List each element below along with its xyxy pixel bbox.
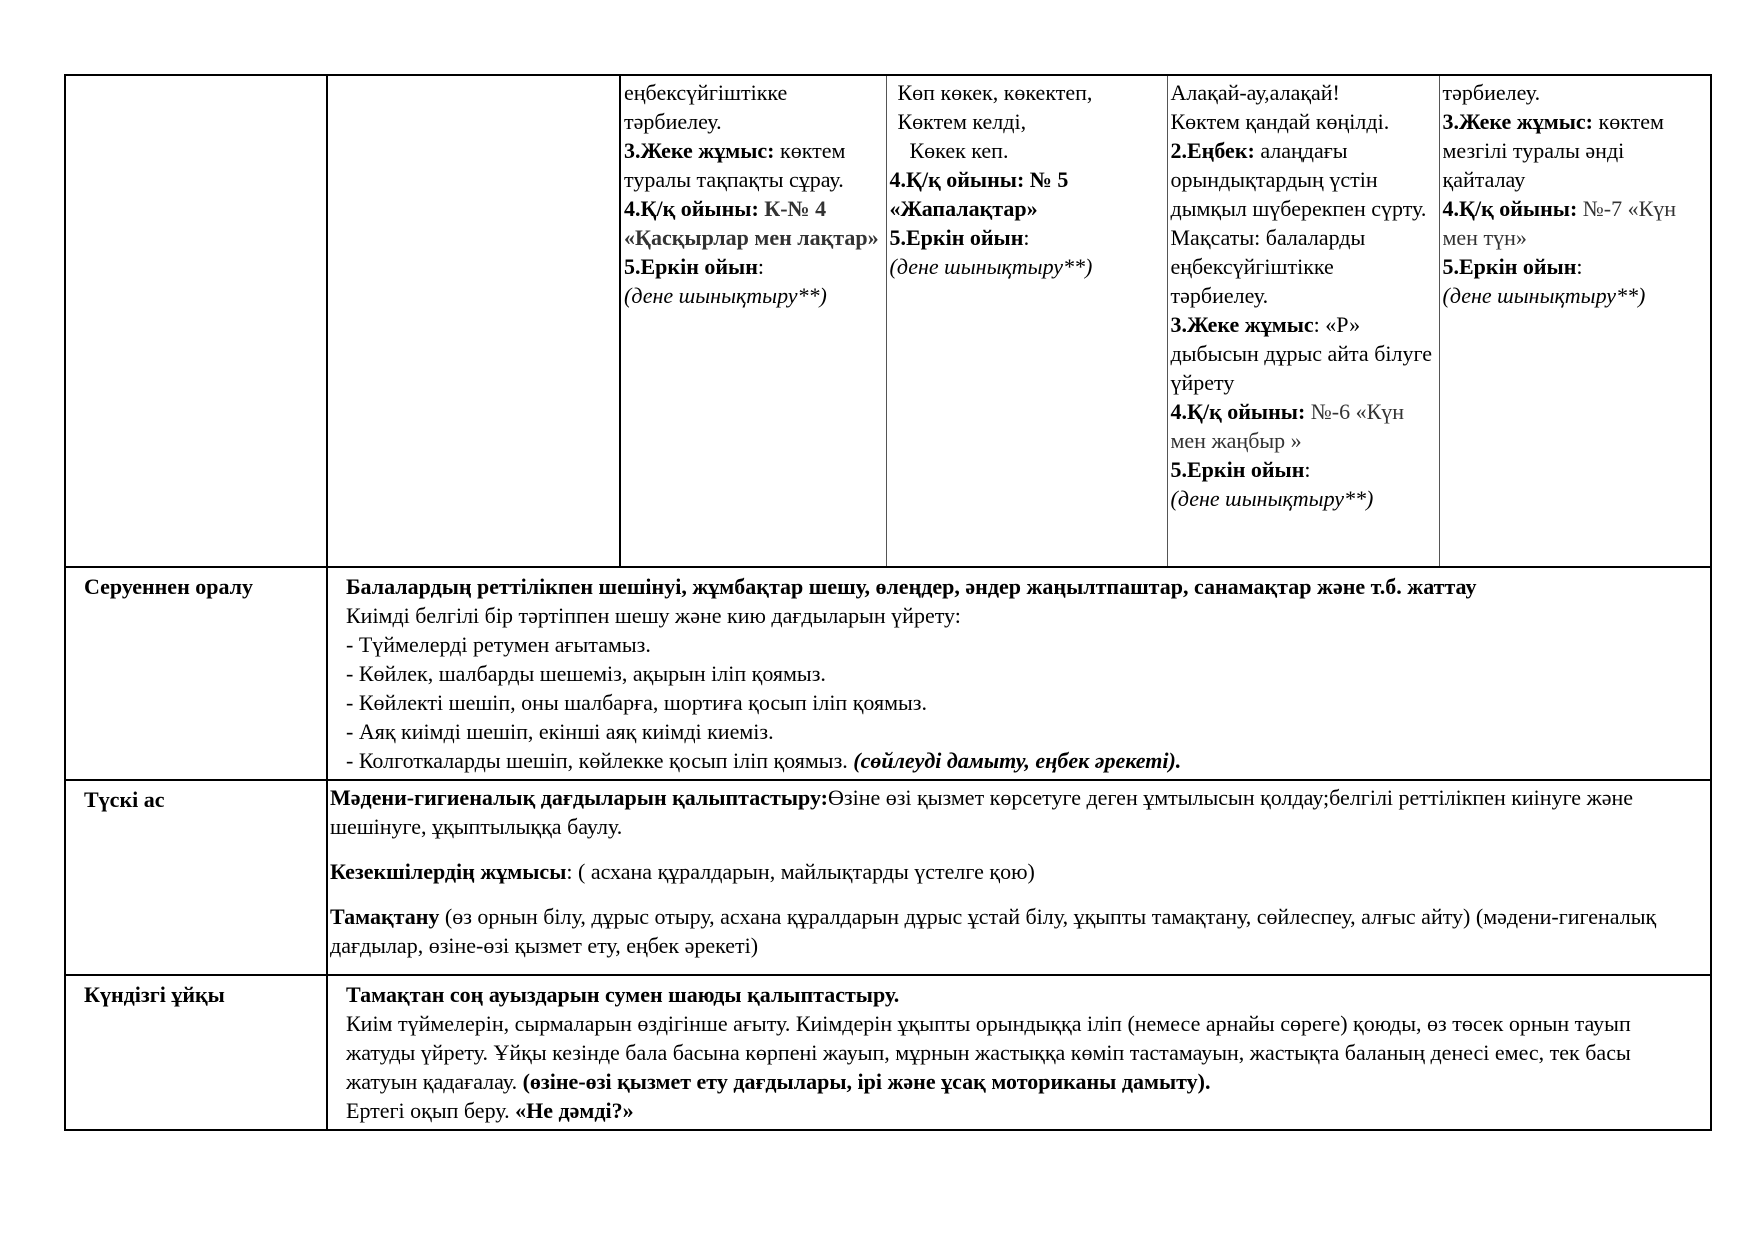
col3-item-4: [624, 194, 883, 252]
col5-goal: Мақсаты: балаларды еңбексүйгіштікке тәрбиелеу.: [1170, 225, 1366, 308]
col3-line-1: еңбексүйгіштікке: [624, 80, 788, 105]
col5-item-5: [1171, 455, 1436, 484]
col4-poem-2: Көктем келді,: [897, 109, 1027, 134]
daily-plan-table: [64, 74, 1712, 1131]
col4-item-5: [890, 223, 1164, 252]
lunch-p3-bold: Тамақтану: [330, 904, 440, 929]
col5-line-1: Алақай-ау,алақай!: [1170, 80, 1340, 105]
col3-item5-label: 5.Еркін ойын: [624, 254, 758, 279]
col5-item4-text: №-6 «Күн мен жаңбыр »: [1170, 399, 1405, 453]
lunch-p1-text: Өзіне өзі қызмет көрсетуге деген ұмтылысын қолдау;белгілі реттілікпен киінуге және шешінуге, ұқыптылыққа баулу.: [330, 785, 1634, 839]
sleep-label: Күндізгі ұйқы: [65, 975, 327, 1130]
sleep-note: (өзіне-өзі қызмет ету дағдылары, ірі және ұсақ моториканы дамыту).: [522, 1069, 1211, 1094]
col3-item3-label: 3.Жеке жұмыс:: [624, 138, 775, 163]
return-item-5: [346, 746, 1692, 775]
col4-item5-colon: :: [1023, 225, 1030, 250]
lunch-label: Түскі ас: [65, 780, 327, 975]
return-intro: Киімді белгілі бір тәртіппен шешу және кию дағдыларын үйрету:: [346, 603, 961, 628]
col3-item3-text: көктем туралы тақпақты сұрау.: [624, 138, 846, 192]
col5-item3-text: : «Р» дыбысын дұрыс айта білуге үйрету: [1170, 312, 1432, 395]
col4-poem-1: Көп көкек, көкектеп,: [897, 80, 1093, 105]
col3-item-3: [624, 136, 883, 194]
lunch-gap-1: [330, 841, 1692, 857]
walk-col5-cell: [1167, 75, 1439, 567]
lunch-p2-bold: Кезекшілердің жұмысы: [330, 859, 567, 884]
col6-item5-colon: :: [1576, 254, 1583, 279]
col5-item3-label: 3.Жеке жұмыс: [1170, 312, 1314, 337]
col3-item4-label: 4.Қ/қ ойыны:: [624, 196, 759, 221]
col3-item5-colon: :: [757, 254, 765, 279]
col3-item4-text: К-№ 4 «Қасқырлар мен лақтар»: [624, 196, 879, 250]
sleep-row: [65, 975, 1711, 1130]
return-last-item: - Колготкаларды шешіп, көйлекке қосып іліп қоямыз.: [346, 748, 854, 773]
lunch-paragraph-2: [330, 857, 1692, 886]
col5-item-2: [1171, 136, 1436, 223]
lunch-row: [65, 780, 1711, 975]
plan-document: [64, 74, 1710, 1131]
col5-item2-label: 2.Еңбек:: [1170, 138, 1255, 163]
lunch-p1-bold: Мәдени-гигиеналық дағдыларын қалыптастыру:: [330, 785, 828, 810]
col3-note: (дене шынықтыру**): [624, 283, 827, 308]
col5-note: (дене шынықтыру**): [1170, 486, 1374, 511]
col4-item5-label: 5.Еркін ойын: [889, 225, 1024, 250]
return-item-1: - Түймелерді ретумен ағытамыз.: [346, 632, 651, 657]
col4-poem-3: Көкек кеп.: [909, 138, 1009, 163]
lunch-gap-2: [330, 886, 1692, 902]
col5-item5-label: 5.Еркін ойын: [1170, 457, 1305, 482]
lunch-paragraph-3: [330, 902, 1692, 960]
return-item-4: - Аяқ киімді шешіп, екінші аяқ киімді киеміз.: [346, 719, 774, 744]
col5-item4-label: 4.Қ/қ ойыны:: [1170, 399, 1306, 424]
col6-item5-label: 5.Еркін ойын: [1442, 254, 1577, 279]
sleep-paragraph: [346, 1009, 1692, 1096]
col5-item-3: [1171, 310, 1436, 397]
sleep-tale-title: «Не дәмді?»: [515, 1098, 634, 1123]
col5-item2-text: алаңдағы орындықтардың үстін дымқыл шүберекпен сүрту.: [1170, 138, 1427, 221]
return-item-3: - Көйлекті шешіп, оны шалбарға, шортиға қосып іліп қоямыз.: [346, 690, 927, 715]
col4-item-4: 4.Қ/қ ойыны: № 5 «Жапалақтар»: [889, 167, 1069, 221]
return-last-note: (сөйлеуді дамыту, еңбек әрекеті).: [853, 748, 1182, 773]
walk-label-cell: [65, 75, 327, 567]
walk-empty-cell: [327, 75, 620, 567]
walk-col3-cell: [620, 75, 886, 567]
sleep-text: Киім түймелерін, сырмаларын өздігінше ағыту. Киімдерін ұқыпты орындыққа іліп (немесе арнайы сөреге) қоюды, өз төсек орнын тауып жатуды үйрету. Ұйқы кезінде бала басына көрпені жауып, мұрнын жастыққа көміп тастамауын, жастықта баланың денесі емес, тек басы жатуын қадағалау.: [346, 1011, 1631, 1094]
walk-col4-cell: [886, 75, 1167, 567]
col5-line-2: Көктем қандай көңілді.: [1170, 109, 1390, 134]
sleep-tale: [346, 1096, 1692, 1125]
col6-item-3: [1443, 107, 1708, 194]
return-item-2: - Көйлек, шалбарды шешеміз, ақырын іліп қоямыз.: [346, 661, 826, 686]
col6-item-5: [1443, 252, 1708, 281]
col6-item4-text: №-7 «Күн мен түн»: [1442, 196, 1677, 250]
col4-note: (дене шынықтыру**): [889, 254, 1093, 279]
col6-item4-label: 4.Қ/қ ойыны:: [1442, 196, 1578, 221]
lunch-p3-text: (өз орнын білу, дұрыс отыру, асхана құралдарын дұрыс ұстай білу, ұқыпты тамақтану, сөйлеспеу, алғыс айту) (мәдени-гигеналық дағдылар, өзіне-өзі қызмет ету, еңбек әрекеті): [330, 904, 1657, 958]
return-row: [65, 567, 1711, 780]
return-label: Серуеннен оралу: [65, 567, 327, 780]
lunch-p2-text: : ( асхана құралдарын, майлықтарды үстелге қою): [566, 859, 1035, 884]
lunch-paragraph-1: [330, 783, 1692, 841]
col6-item3-text: көктем мезгілі туралы әнді қайталау: [1442, 109, 1664, 192]
lunch-content-cell: [327, 780, 1711, 975]
sleep-heading: Тамақтан соң ауыздарын сумен шаюды қалыптастыру.: [346, 982, 900, 1007]
col5-item-4: [1171, 397, 1436, 455]
col6-item3-label: 3.Жеке жұмыс:: [1442, 109, 1593, 134]
col3-line-2: тәрбиелеу.: [624, 109, 722, 134]
return-heading: Балалардың реттілікпен шешінуі, жұмбақтар шешу, өлеңдер, әндер жаңылтпаштар, санамақтар және т.б. жаттау: [346, 574, 1477, 599]
walk-row: [65, 75, 1711, 567]
col3-item-5: [624, 252, 883, 281]
col6-line-1: тәрбиелеу.: [1442, 80, 1541, 105]
sleep-content-cell: [327, 975, 1711, 1130]
col5-item5-colon: :: [1304, 457, 1311, 482]
sleep-tale-text: Ертегі оқып беру.: [346, 1098, 516, 1123]
return-content-cell: [327, 567, 1711, 780]
col6-item-4: [1443, 194, 1708, 252]
walk-col6-cell: [1439, 75, 1711, 567]
col6-note: (дене шынықтыру**): [1442, 283, 1646, 308]
